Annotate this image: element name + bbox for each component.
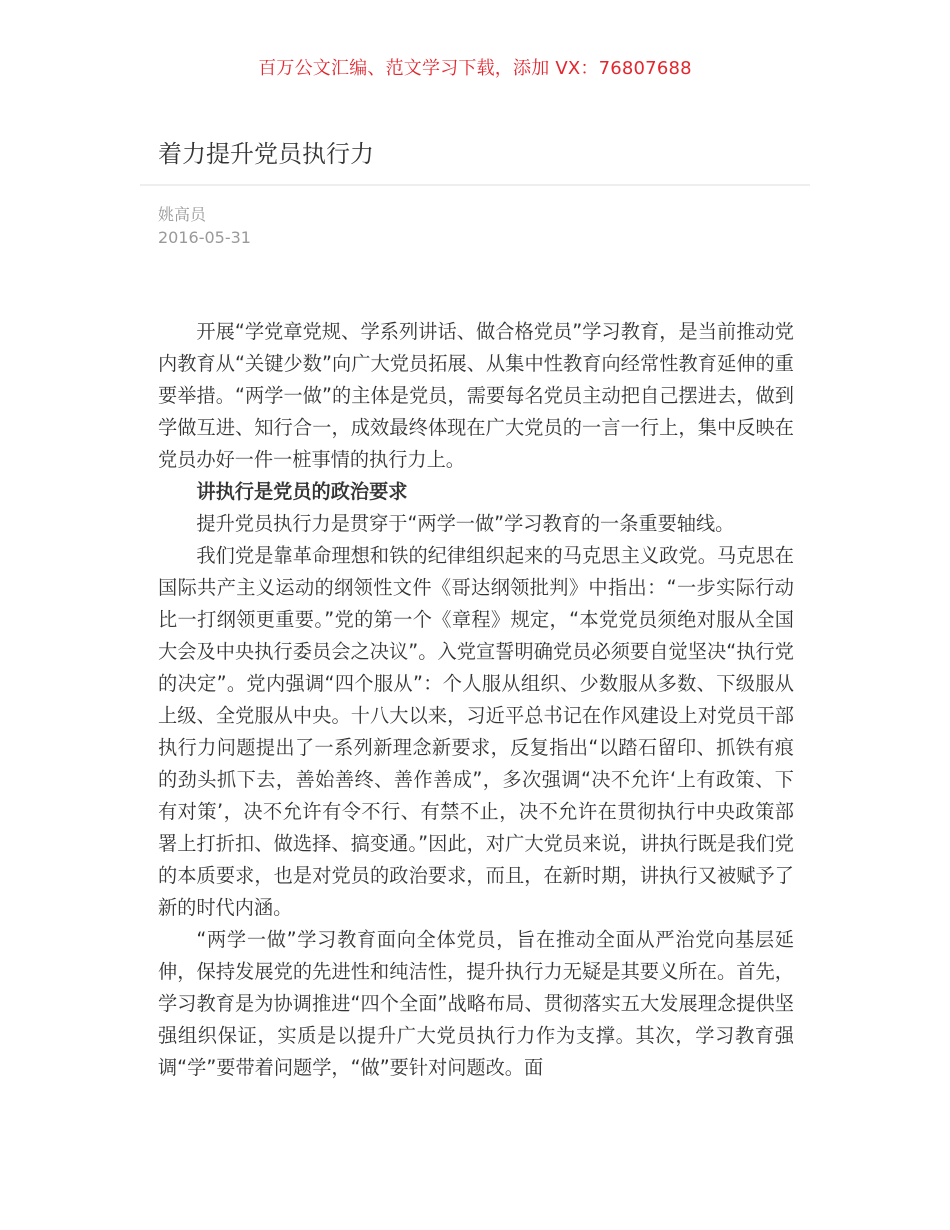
- paragraph: “两学一做”学习教育面向全体党员，旨在推动全面从严治党向基层延伸，保持发展党的先进性和纯洁性，提升执行力无疑是其要义所在。首先，学习教育是为协调推进“四个全面”战略布局、贯彻落实五大发展理念提供坚强组织保证，实质是以提升广大党员执行力作为支撑。其次，学习教育强调“学”要带着问题学，“做”要针对问题改。面: [158, 928, 794, 1079]
- paragraph: 开展“学党章党规、学系列讲话、做合格党员”学习教育，是当前推动党内教育从“关键少数”向广大党员拓展、从集中性教育向经常性教育延伸的重要举措。“两学一做”的主体是党员，需要每名党员主动把自己摆进去，做到学做互进、知行合一，成效最终体现在广大党员的一言一行上，集中反映在党员办好一件一桩事情的执行力上。: [158, 320, 794, 471]
- article-body: [158, 316, 794, 1084]
- watermark-banner: 百万公文汇编、范文学习下载，添加 VX：76807688: [258, 58, 692, 79]
- paragraph: 提升党员执行力是贯穿于“两学一做”学习教育的一条重要轴线。: [196, 512, 735, 535]
- section-heading: 讲执行是党员的政治要求: [196, 480, 408, 503]
- article-meta: [158, 203, 251, 249]
- paragraph: 我们党是靠革命理想和铁的纪律组织起来的马克思主义政党。马克思在国际共产主义运动的纲领性文件《哥达纲领批判》中指出：“一步实际行动比一打纲领更重要。”党的第一个《章程》规定，“本党党员须绝对服从全国大会及中央执行委员会之决议”。入党宣誓明确党员必须要自觉坚决“执行党的决定”。党内强调“四个服从”：个人服从组织、少数服从多数、下级服从上级、全党服从中央。十八大以来，习近平总书记在作风建设上对党员干部执行力问题提出了一系列新理念新要求，反复指出“以踏石留印、抓铁有痕的劲头抓下去，善始善终、善作善成”，多次强调“决不允许‘上有政策、下有对策’，决不允许有令不行、有禁不止，决不允许在贯彻执行中央政策部署上打折扣、做选择、搞变通。”因此，对广大党员来说，讲执行既是我们党的本质要求，也是对党员的政治要求，而且，在新时期，讲执行又被赋予了新的时代内涵。: [158, 544, 794, 919]
- article-author: 姚高员: [158, 205, 207, 224]
- article-title: 着力提升党员执行力: [158, 140, 374, 168]
- title-divider: [140, 184, 810, 186]
- article-date: 2016-05-31: [158, 228, 251, 247]
